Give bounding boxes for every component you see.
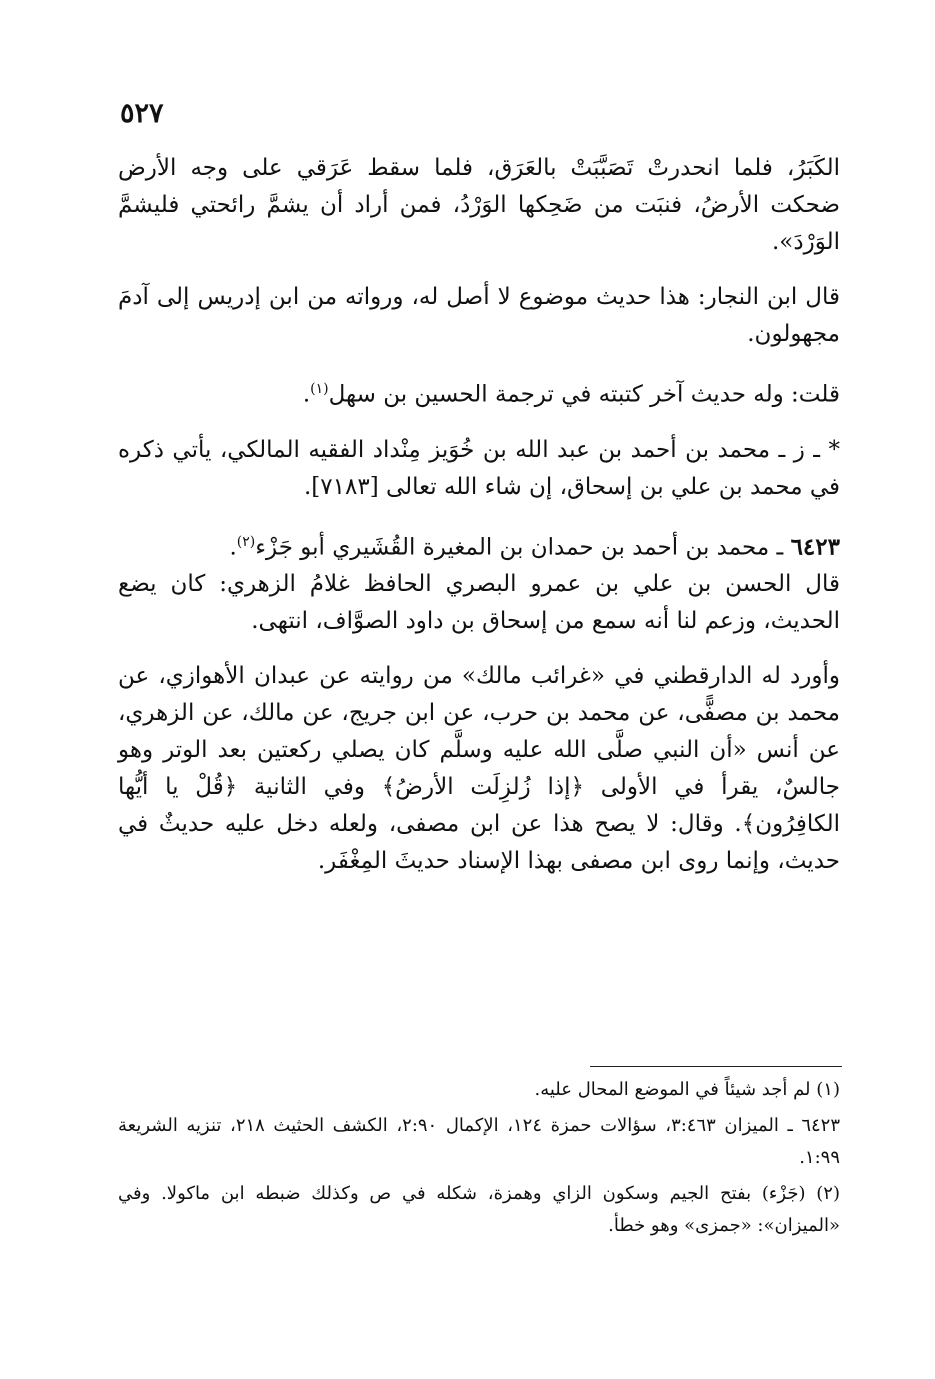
paragraph: وأورد له الدارقطني في «غرائب مالك» من روايته عن عبدان الأهوازي، عن محمد بن مصفًّى، عن محمد بن حرب، عن ابن جريج، عن مالك، عن الزهري، عن أنس «أن النبي صلَّى الله عليه وسلَّم كان يصلي ركعتين بعد الوتر وهو جالسٌ، يقرأ في الأولى ﴿إذا زُلزِلَت الأرضُ﴾ وفي الثانية ﴿قُلْ يا أيُّها الكافِرُون﴾. وقال: لا يصح هذا عن ابن مصفى، ولعله دخل عليه حديثٌ في حديث، وإنما روى ابن مصفى بهذا الإسناد حديثَ المِغْفَر. [118,663,840,875]
footnote-ref: (٢) [236,533,256,550]
footnote-divider [590,1066,842,1067]
footnote: (١) لم أجد شيئاً في الموضع المحال عليه. [534,1079,840,1100]
entry-name: محمد بن أحمد بن حمدان بن المغيرة القُشَيري أبو جَزْء [255,534,770,561]
footnote-ref: (١) [310,381,329,397]
period: . [229,534,237,561]
paragraph: قال الحسن بن علي بن عمرو البصري الحافظ غلامُ الزهري: كان يضع الحديث، وزعم لنا أنه سمع من إسحاق بن داود الصوَّاف، انتهى. [118,571,840,635]
main-text [118,150,840,880]
page-number: ٥٢٧ [120,98,164,129]
paragraph-text: قلت: وله حديث آخر كتبته في ترجمة الحسين بن سهل [328,381,840,408]
footnote: (٢) (جَزْء) بفتح الجيم وسكون الزاي وهمزة، شكله في ص وكذلك ضبطه ابن ماكولا. وفي «الميزان»: «جمزى» وهو خطأ. [118,1183,840,1236]
entry-number: ٦٤٢٣ [790,533,840,561]
paragraph: قال ابن النجار: هذا حديث موضوع لا أصل له، ورواته من ابن إدريس إلى آدمَ مجهولون. [118,284,840,347]
footnotes [118,1074,840,1242]
paragraph: * ـ ز ـ محمد بن أحمد بن عبد الله بن خُوَيز مِنْداد الفقيه المالكي، يأتي ذكره في محمد بن علي بن إسحاق، إن شاء الله تعالى [٧١٨٣]. [118,436,840,500]
entry-dash: ـ [769,534,791,561]
paragraph [118,371,840,414]
footnote: ٦٤٢٣ ـ الميزان ٣:٤٦٣، سؤالات حمزة ١٢٤، الإكمال ٢:٩٠، الكشف الحثيث ٢١٨، تنزيه الشريعة ١:٩٩. [118,1115,840,1168]
entry-heading [118,524,840,567]
period: . [302,381,311,408]
paragraph: الكَبَرُ، فلما انحدرتْ تَصَبَّبَتْ بالعَرَق، فلما سقط عَرَقي على وجه الأرض ضحكت الأرضُ، فنبَت من ضَحِكها الوَرْدُ، فمن أراد أن يشمَّ رائحتي فليشمَّ الوَرْدَ». [118,155,840,255]
